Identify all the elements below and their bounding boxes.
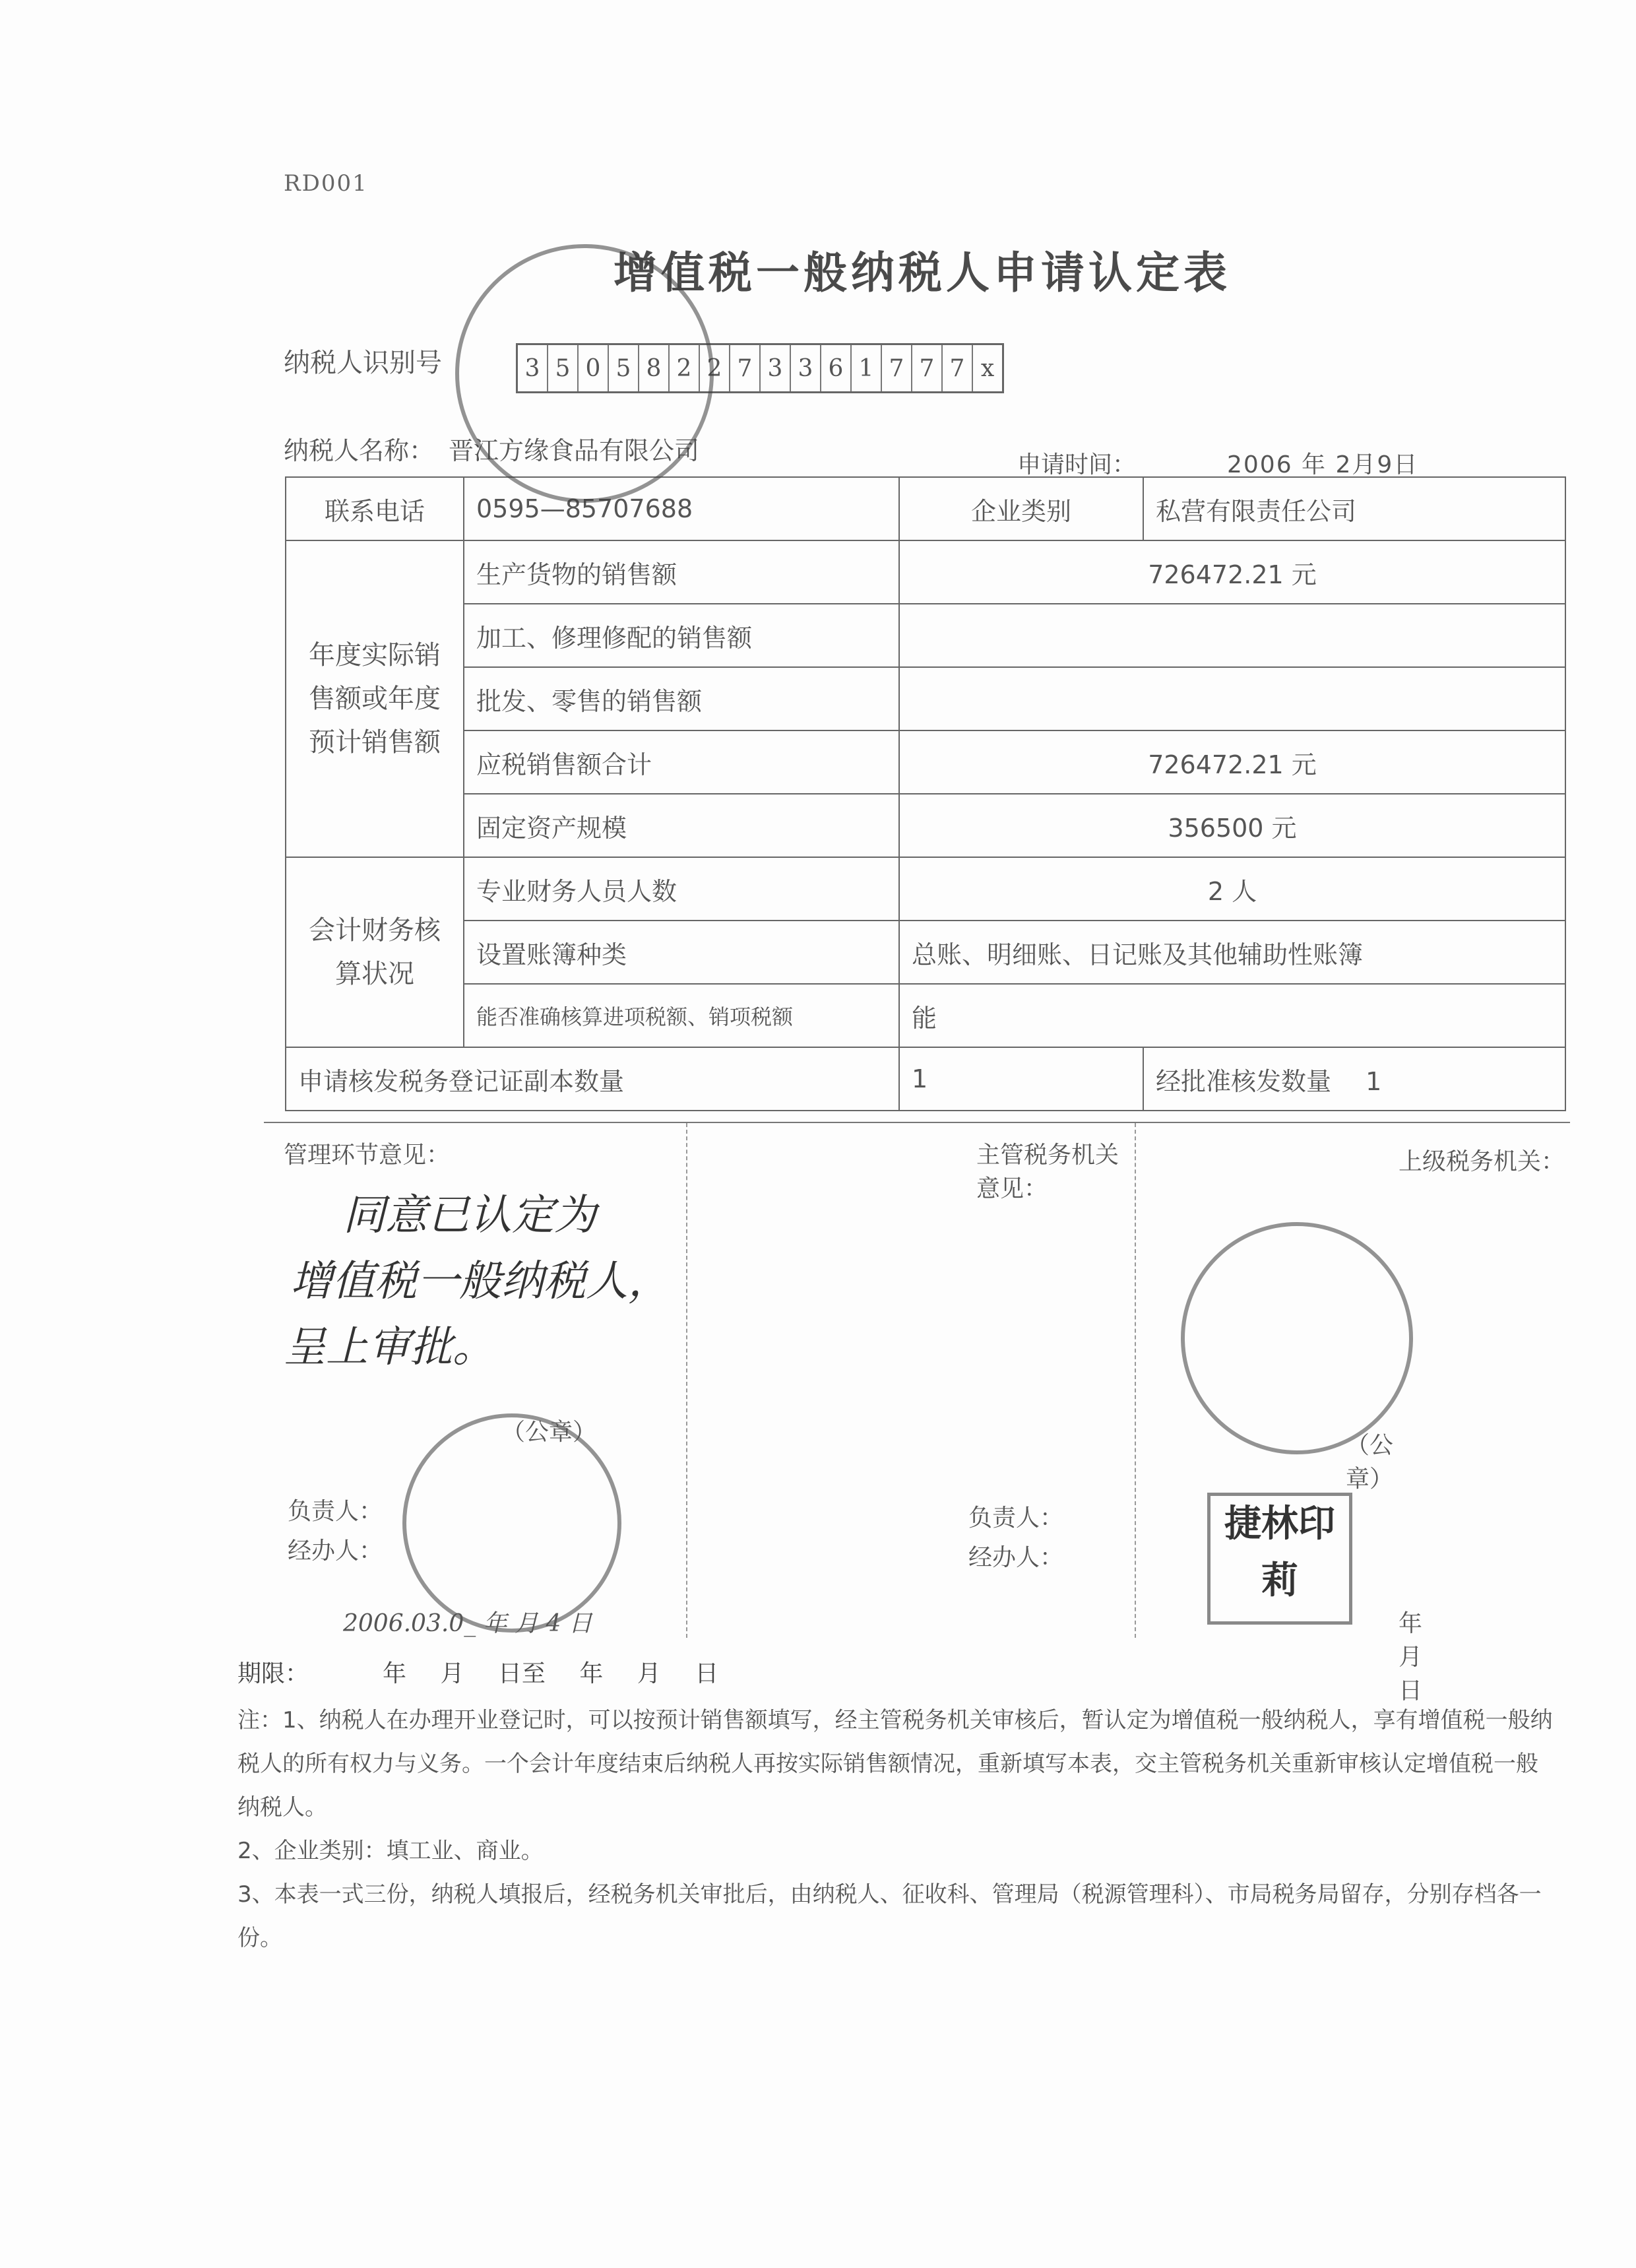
notes-section	[237, 1699, 1557, 1960]
sales-row-value: 726472.21 元	[899, 540, 1565, 604]
taxpayer-id-digit: 0	[579, 345, 609, 391]
sales-row	[286, 794, 1565, 857]
form-code: RD001	[284, 170, 368, 197]
contact-label: 联系电话	[286, 477, 464, 540]
apply-date-label: 申请时间：	[1017, 451, 1137, 478]
application-table	[285, 476, 1566, 1111]
management-date: 2006.03.0_ 年 月 4 日	[343, 1610, 592, 1637]
management-opinion	[264, 1123, 686, 1638]
competent-name-stamp: 捷林印莉	[1207, 1493, 1352, 1625]
taxpayer-id-label: 纳税人识别号	[284, 348, 442, 378]
taxpayer-id-digit: 5	[548, 345, 579, 391]
sales-row-value: 726472.21 元	[899, 730, 1565, 794]
taxpayer-name-value: 晋江方缘食品有限公司	[449, 436, 700, 465]
accounting-row	[286, 857, 1565, 921]
period-label: 期限：	[237, 1660, 309, 1687]
taxpayer-id-digit: 6	[821, 345, 852, 391]
accounting-row-value: 2 人	[899, 857, 1565, 921]
form-title: 增值税一般纳税人申请认定表	[614, 247, 1231, 298]
sales-row	[286, 730, 1565, 794]
management-handwriting-line: 同意已认定为	[343, 1191, 596, 1240]
sales-row-label: 应税销售额合计	[464, 730, 899, 794]
accounting-row-label: 设置账簿种类	[464, 921, 899, 984]
apply-date-value: 2006 年 2月9日	[1227, 451, 1419, 478]
accounting-row-value: 能	[899, 984, 1565, 1047]
accounting-row-label: 能否准确核算进项税额、销项税额	[464, 984, 899, 1047]
sales-row	[286, 540, 1565, 604]
sales-row-label: 生产货物的销售额	[464, 540, 899, 604]
competent-opinion	[686, 1123, 1423, 1704]
taxpayer-id-digit: 3	[791, 345, 821, 391]
taxpayer-id-digit: 5	[609, 345, 639, 391]
accounting-row	[286, 984, 1565, 1047]
sales-group-label: 年度实际销售额或年度预计销售额	[286, 540, 464, 857]
sales-row-value: 356500 元	[899, 794, 1565, 857]
period-fields: 年 月 日至 年 月 日	[383, 1660, 719, 1687]
taxpayer-id-digit: 2	[700, 345, 730, 391]
competent-responsible: 负责人：	[968, 1505, 1064, 1532]
competent-handler: 经办人：	[968, 1544, 1064, 1571]
enterprise-type-value: 私营有限责任公司	[1143, 477, 1565, 540]
note-item: 注：1、纳税人在办理开业登记时，可以按预计销售额填写，经主管税务机关审核后，暂认定为增值税一般纳税人，享有增值税一般纳税人的所有权力与义务。一个会计年度结束后纳税人再按实际销售额情况，重新填写本表，交主管税务机关重新审核认定增值税一般纳税人。	[237, 1707, 1553, 1821]
accounting-group-label: 会计财务核算状况	[286, 857, 464, 1047]
taxpayer-id-digit: 2	[670, 345, 700, 391]
competent-date: 年 月 日	[1399, 1610, 1423, 1704]
header-seal-stamp	[455, 244, 714, 503]
copies-value: 1	[899, 1047, 1143, 1111]
sales-row	[286, 667, 1565, 730]
approved-cell	[1143, 1047, 1565, 1111]
management-seal-label: （公章）	[501, 1419, 597, 1446]
note-item: 2、企业类别：填工业、商业。	[237, 1838, 544, 1864]
approved-label: 经批准核发数量	[1156, 1066, 1332, 1096]
management-handwriting-line: 呈上审批。	[284, 1323, 495, 1372]
sales-row-label: 批发、零售的销售额	[464, 667, 899, 730]
taxpayer-name-label: 纳税人名称：	[284, 436, 435, 465]
enterprise-type-label: 企业类别	[899, 477, 1143, 540]
taxpayer-id-digit: 8	[639, 345, 670, 391]
copies-label: 申请核发税务登记证副本数量	[286, 1047, 899, 1111]
note-item: 3、本表一式三份，纳税人填报后，经税务机关审批后，由纳税人、征收科、管理局（税源管理科）、市局税务局留存，分别存档各一份。	[237, 1881, 1542, 1951]
accounting-row	[286, 921, 1565, 984]
management-title: 管理环节意见：	[284, 1142, 451, 1169]
sales-row-label: 加工、修理修配的销售额	[464, 604, 899, 667]
competent-title: 主管税务机关意见：	[976, 1142, 1119, 1202]
taxpayer-id-digit: 3	[761, 345, 791, 391]
taxpayer-id-digit: 7	[943, 345, 973, 391]
management-handler: 经办人：	[288, 1538, 383, 1565]
contact-value: 0595—85707688	[464, 477, 899, 540]
competent-seal-label: （公章）	[1346, 1432, 1394, 1493]
superior-opinion	[1135, 1123, 1570, 1638]
accounting-row-label: 专业财务人员人数	[464, 857, 899, 921]
taxpayer-id-digit: 7	[730, 345, 761, 391]
sales-row	[286, 604, 1565, 667]
copies-row	[286, 1047, 1565, 1111]
taxpayer-id-digit: 7	[882, 345, 912, 391]
approved-value: 1	[1366, 1066, 1382, 1096]
sales-row-label: 固定资产规模	[464, 794, 899, 857]
contact-row	[286, 477, 1565, 540]
taxpayer-id-digit: 3	[518, 345, 548, 391]
management-responsible: 负责人：	[288, 1498, 383, 1525]
management-handwriting-line: 增值税一般纳税人，	[290, 1257, 670, 1306]
sales-row-value	[899, 667, 1565, 730]
taxpayer-id-digit: 7	[912, 345, 943, 391]
accounting-row-value: 总账、明细账、日记账及其他辅助性账簿	[899, 921, 1565, 984]
superior-title: 上级税务机关：	[1399, 1148, 1565, 1175]
taxpayer-id-digit: x	[980, 354, 995, 382]
taxpayer-id-digit: 1	[852, 345, 882, 391]
sales-row-value	[899, 604, 1565, 667]
